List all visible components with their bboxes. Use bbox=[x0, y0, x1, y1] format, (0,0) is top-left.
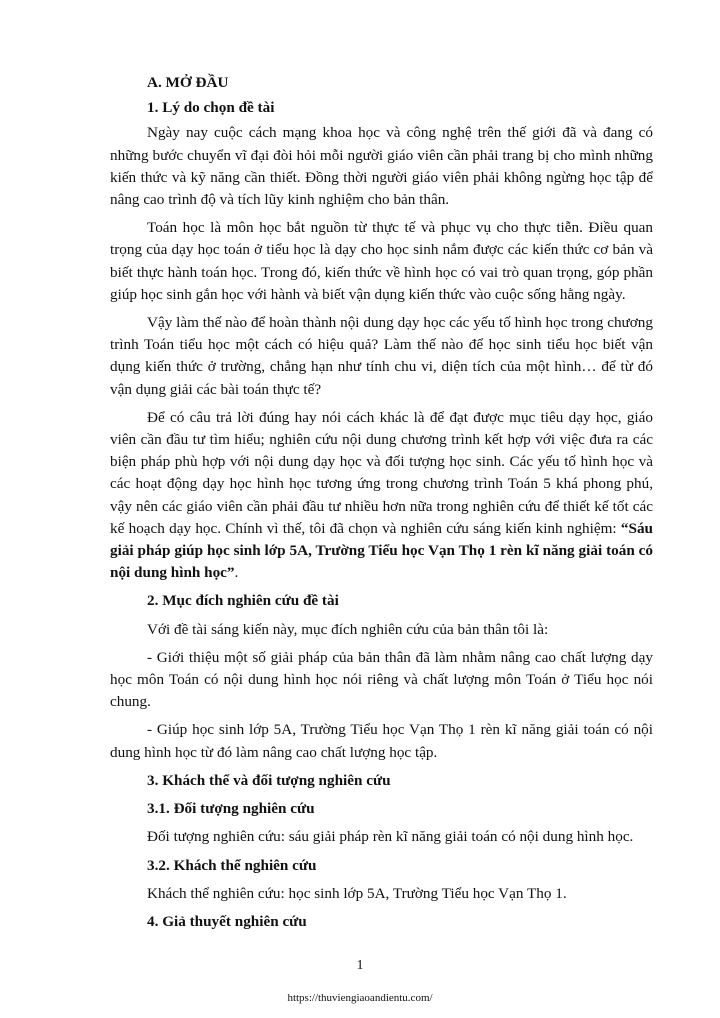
paragraph-4-bold-title: “Sáu giải pháp giúp học sinh lớp 5A, Trường Tiểu học Vạn Thọ 1 rèn kĩ năng giải toán có nội dung hình học” bbox=[110, 519, 653, 582]
page-number: 1 bbox=[356, 958, 364, 973]
paragraph-3: Vậy làm thế nào để hoàn thành nội dung dạy học các yếu tố hình học trong chương trình Toán tiểu học một cách có hiệu quả? Làm thế nào để học sinh tiểu học biết vận dụng kiến thức ở trường, chẳng hạn như tính chu vi, diện tích của một hình… để từ đó vận dụng giải các bài toán thực tế? bbox=[110, 314, 653, 398]
paragraph-7: - Giúp học sinh lớp 5A, Trường Tiểu học Vạn Thọ 1 rèn kĩ năng giải toán có nội dung hình học từ đó làm nâng cao chất lượng học tập. bbox=[110, 721, 653, 761]
paragraph-6: - Giới thiệu một số giải pháp của bản thân đã làm nhằm nâng cao chất lượng dạy học môn Toán có nội dung hình học nói riêng và chất lượng môn Toán ở Tiểu học nói chung. bbox=[110, 648, 653, 711]
paragraph-5: Với đề tài sáng kiến này, mục đích nghiên cứu của bản thân tôi là: bbox=[147, 620, 549, 638]
section-2-title: 2. Mục đích nghiên cứu đề tài bbox=[147, 592, 339, 610]
section-3-2-title: 3.2. Khách thể nghiên cứu bbox=[147, 856, 317, 874]
section-1-title: 1. Lý do chọn đề tài bbox=[147, 99, 275, 117]
section-3-title: 3. Khách thể và đối tượng nghiên cứu bbox=[147, 771, 391, 789]
paragraph-4-text: Để có câu trả lời đúng hay nói cách khác là để đạt được mục tiêu dạy học, giáo viên cần đầu tư tìm hiểu; nghiên cứu nội dung chương trình kết hợp với việc đưa ra các biện pháp phù hợp với nội dung dạy học và đối tượng học sinh. Các yếu tố hình học và các hoạt động dạy học hình học tương ứng trong chương trình Toán 5 khá phong phú, vậy nên các giáo viên cần phải đầu tư nhiều hơn nữa trong nghiên cứu để thiết kế tốt các kế hoạch dạy học. Chính vì thế, tôi đã chọn và nghiên cứu sáng kiến kinh nghiệm: bbox=[110, 408, 653, 537]
section-4-title: 4. Giả thuyết nghiên cứu bbox=[147, 912, 307, 930]
paragraph-2: Toán học là môn học bắt nguồn từ thực tế và phục vụ cho thực tiễn. Điều quan trọng của dạy học toán ở tiểu học là dạy cho học sinh nắm được các kiến thức cơ bản và biết thực hành toán học. Trong đó, kiến thức về hình học có vai trò quan trọng, góp phần giúp học sinh gắn học với hành và biết vận dụng kiến thức vào cuộc sống hằng ngày. bbox=[110, 219, 653, 303]
paragraph-4-end: . bbox=[234, 564, 239, 582]
paragraph-9: Khách thể nghiên cứu: học sinh lớp 5A, Trường Tiểu học Vạn Thọ 1. bbox=[147, 884, 567, 902]
footer-url[interactable]: https://thuviengiaoandientu.com/ bbox=[287, 992, 433, 1004]
paragraph-8: Đối tượng nghiên cứu: sáu giải pháp rèn kĩ năng giải toán có nội dung hình học. bbox=[147, 828, 634, 846]
heading-mo-dau: A. MỞ ĐẦU bbox=[147, 74, 229, 91]
document-body bbox=[110, 72, 653, 933]
section-3-1-title: 3.1. Đối tượng nghiên cứu bbox=[147, 800, 315, 818]
paragraph-4 bbox=[110, 407, 653, 585]
paragraph-1: Ngày nay cuộc cách mạng khoa học và công nghệ trên thế giới đã và đang có những bước chuyển vĩ đại đòi hỏi mỗi người giáo viên cần phải trang bị cho mình những kiến thức và kỹ năng cần thiết. Đồng thời người giáo viên phải không ngừng học tập để nâng cao trình độ và tích lũy kinh nghiệm cho bản thân. bbox=[110, 124, 653, 209]
